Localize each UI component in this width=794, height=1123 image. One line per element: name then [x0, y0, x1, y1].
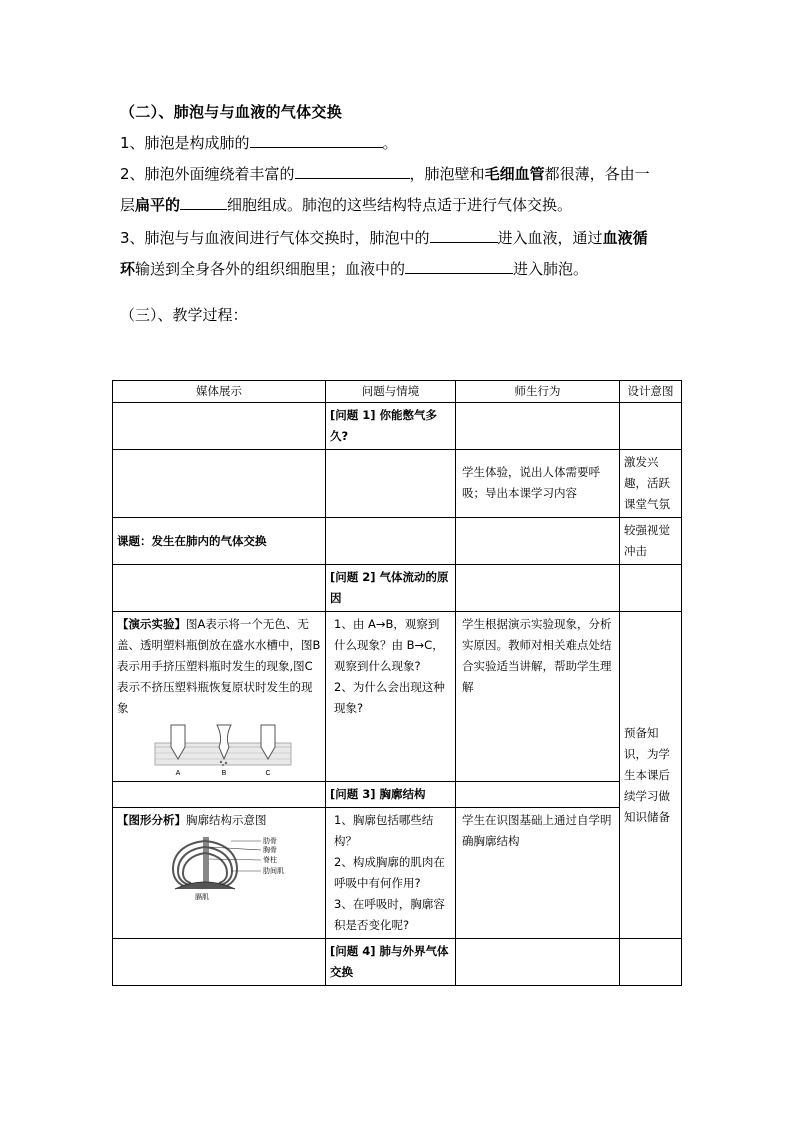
header-intent: 设计意图 — [620, 381, 682, 403]
p2-bold-capillary: 毛细血管 — [484, 165, 545, 183]
table-row — [113, 612, 682, 782]
cell-empty — [113, 939, 326, 986]
p3-bold-circulation: 血液循 — [602, 229, 648, 247]
table-row — [113, 403, 682, 450]
question-1: [问题 1] 你能憋气多久? — [326, 403, 456, 450]
table-row — [113, 782, 682, 808]
paragraph-1 — [120, 133, 398, 154]
cell-empty — [456, 782, 620, 808]
p1-text-b: 。 — [382, 134, 398, 152]
question-3: [问题 3] 胸廓结构 — [326, 782, 456, 808]
cell-empty — [620, 565, 682, 612]
graph-question-1: 1、胸廓包括哪些结构？ — [334, 813, 434, 848]
fill-blank — [180, 195, 227, 210]
cell-empty — [456, 565, 620, 612]
cell-empty — [326, 518, 456, 565]
label-sternum: 胸骨 — [263, 847, 277, 854]
cell-empty — [113, 450, 326, 518]
cell-empty — [456, 403, 620, 450]
cell-empty — [113, 782, 326, 808]
bottle-experiment-figure — [153, 723, 293, 778]
paragraph-2-cont — [120, 195, 572, 216]
question-4: [问题 4] 肺与外界气体交换 — [326, 939, 456, 986]
section3-heading: （三）、教学过程： — [120, 306, 248, 324]
p3b-bold-ring: 环 — [120, 260, 136, 278]
graph-text: 胸廓结构示意图 — [186, 813, 267, 827]
cell-empty — [456, 518, 620, 565]
table-row — [113, 808, 682, 939]
p3b-text-b: 输送到全身各外的组织细胞里；血液中的 — [135, 260, 406, 278]
label-intercostal: 肋间肌 — [263, 868, 284, 875]
p2-text-a: 2、肺泡外面缠绕着丰富的 — [120, 165, 295, 183]
graph-question-2: 2、构成胸廓的肌肉在呼吸中有何作用? — [334, 855, 445, 890]
topic-intent: 较强视觉冲击 — [620, 518, 682, 565]
p2-text-d: 都很薄，各由一 — [544, 165, 650, 183]
demo-question-2: 2、为什么会出现这种现象? — [334, 680, 445, 715]
demo-text: 图A表示将一个无色、无盖、透明塑料瓶倒放在盛水水槽中，图B表示用手挤压塑料瓶时发生的现象,图C表示不挤压塑料瓶恢复原状时发生的现象 — [117, 617, 321, 715]
section2-heading: （二）、肺泡与与血液的气体交换 — [120, 103, 343, 121]
table-row — [113, 518, 682, 565]
fill-blank — [250, 133, 383, 148]
cell-empty — [456, 939, 620, 986]
label-diaphragm: 膈肌 — [195, 894, 209, 901]
table-row — [113, 939, 682, 986]
p3-text-a: 3、肺泡与与血液间进行气体交换时，肺泡中的 — [120, 229, 430, 247]
p3-text-b: 进入血液，通过 — [497, 229, 603, 247]
cell-empty — [326, 450, 456, 518]
thorax-diagram — [165, 833, 305, 901]
fill-blank — [405, 259, 513, 274]
cell-empty — [113, 403, 326, 450]
fill-blank — [430, 228, 498, 243]
label-rib: 肋骨 — [263, 838, 277, 845]
header-action: 师生行为 — [456, 381, 620, 403]
graph-analysis-cell — [113, 808, 326, 939]
fig-label-c: C — [265, 770, 271, 777]
cell-empty — [113, 565, 326, 612]
demo-experiment-cell — [113, 612, 326, 782]
row2-intent: 激发兴趣，活跃课堂气氛 — [620, 450, 682, 518]
p3b-text-c: 进入肺泡。 — [513, 260, 589, 278]
graph-question-3: 3、在呼吸时，胸廓容积是否变化呢? — [334, 897, 445, 932]
fig-label-b: B — [221, 770, 227, 777]
table-header-row — [113, 381, 682, 403]
prep-intent: 预备知识，为学生本课后续学习做知识储备 — [620, 612, 682, 939]
paragraph-3-cont — [120, 259, 588, 280]
demo-label: 【演示实验】 — [117, 617, 186, 631]
p2b-bold-flat: 扁平的 — [135, 196, 181, 214]
paragraph-2 — [120, 164, 650, 185]
table-row — [113, 565, 682, 612]
lesson-topic: 课题：发生在肺内的气体交换 — [113, 518, 326, 565]
graph-questions — [326, 808, 456, 939]
table-row — [113, 450, 682, 518]
demo-action: 学生根据演示实验现象，分析实原因。教师对相关难点处结合实验适当讲解，帮助学生理解 — [456, 612, 620, 782]
demo-questions — [326, 612, 456, 782]
header-question: 问题与情境 — [326, 381, 456, 403]
p2b-text-a: 层 — [120, 196, 136, 214]
demo-question-1: 1、由 A→B，观察到什么现象？由 B→C，观察到什么现象? — [334, 617, 444, 673]
paragraph-3 — [120, 228, 648, 249]
cell-empty — [620, 939, 682, 986]
question-2: [问题 2] 气体流动的原因 — [326, 565, 456, 612]
row2-action: 学生体验，说出人体需要呼吸；导出本课学习内容 — [456, 450, 620, 518]
p2-text-b: ，肺泡壁和 — [409, 165, 485, 183]
graph-label: 【图形分析】 — [117, 813, 186, 827]
graph-action: 学生在识图基础上通过自学明确胸廓结构 — [456, 808, 620, 939]
label-spine: 脊柱 — [263, 857, 277, 864]
header-media: 媒体展示 — [113, 381, 326, 403]
fill-blank — [295, 164, 410, 179]
p1-text-a: 1、肺泡是构成肺的 — [120, 134, 250, 152]
cell-empty — [620, 403, 682, 450]
p2b-text-c: 细胞组成。肺泡的这些结构特点适于进行气体交换。 — [227, 196, 573, 214]
lesson-process-table — [112, 380, 682, 986]
fig-label-a: A — [175, 770, 181, 777]
